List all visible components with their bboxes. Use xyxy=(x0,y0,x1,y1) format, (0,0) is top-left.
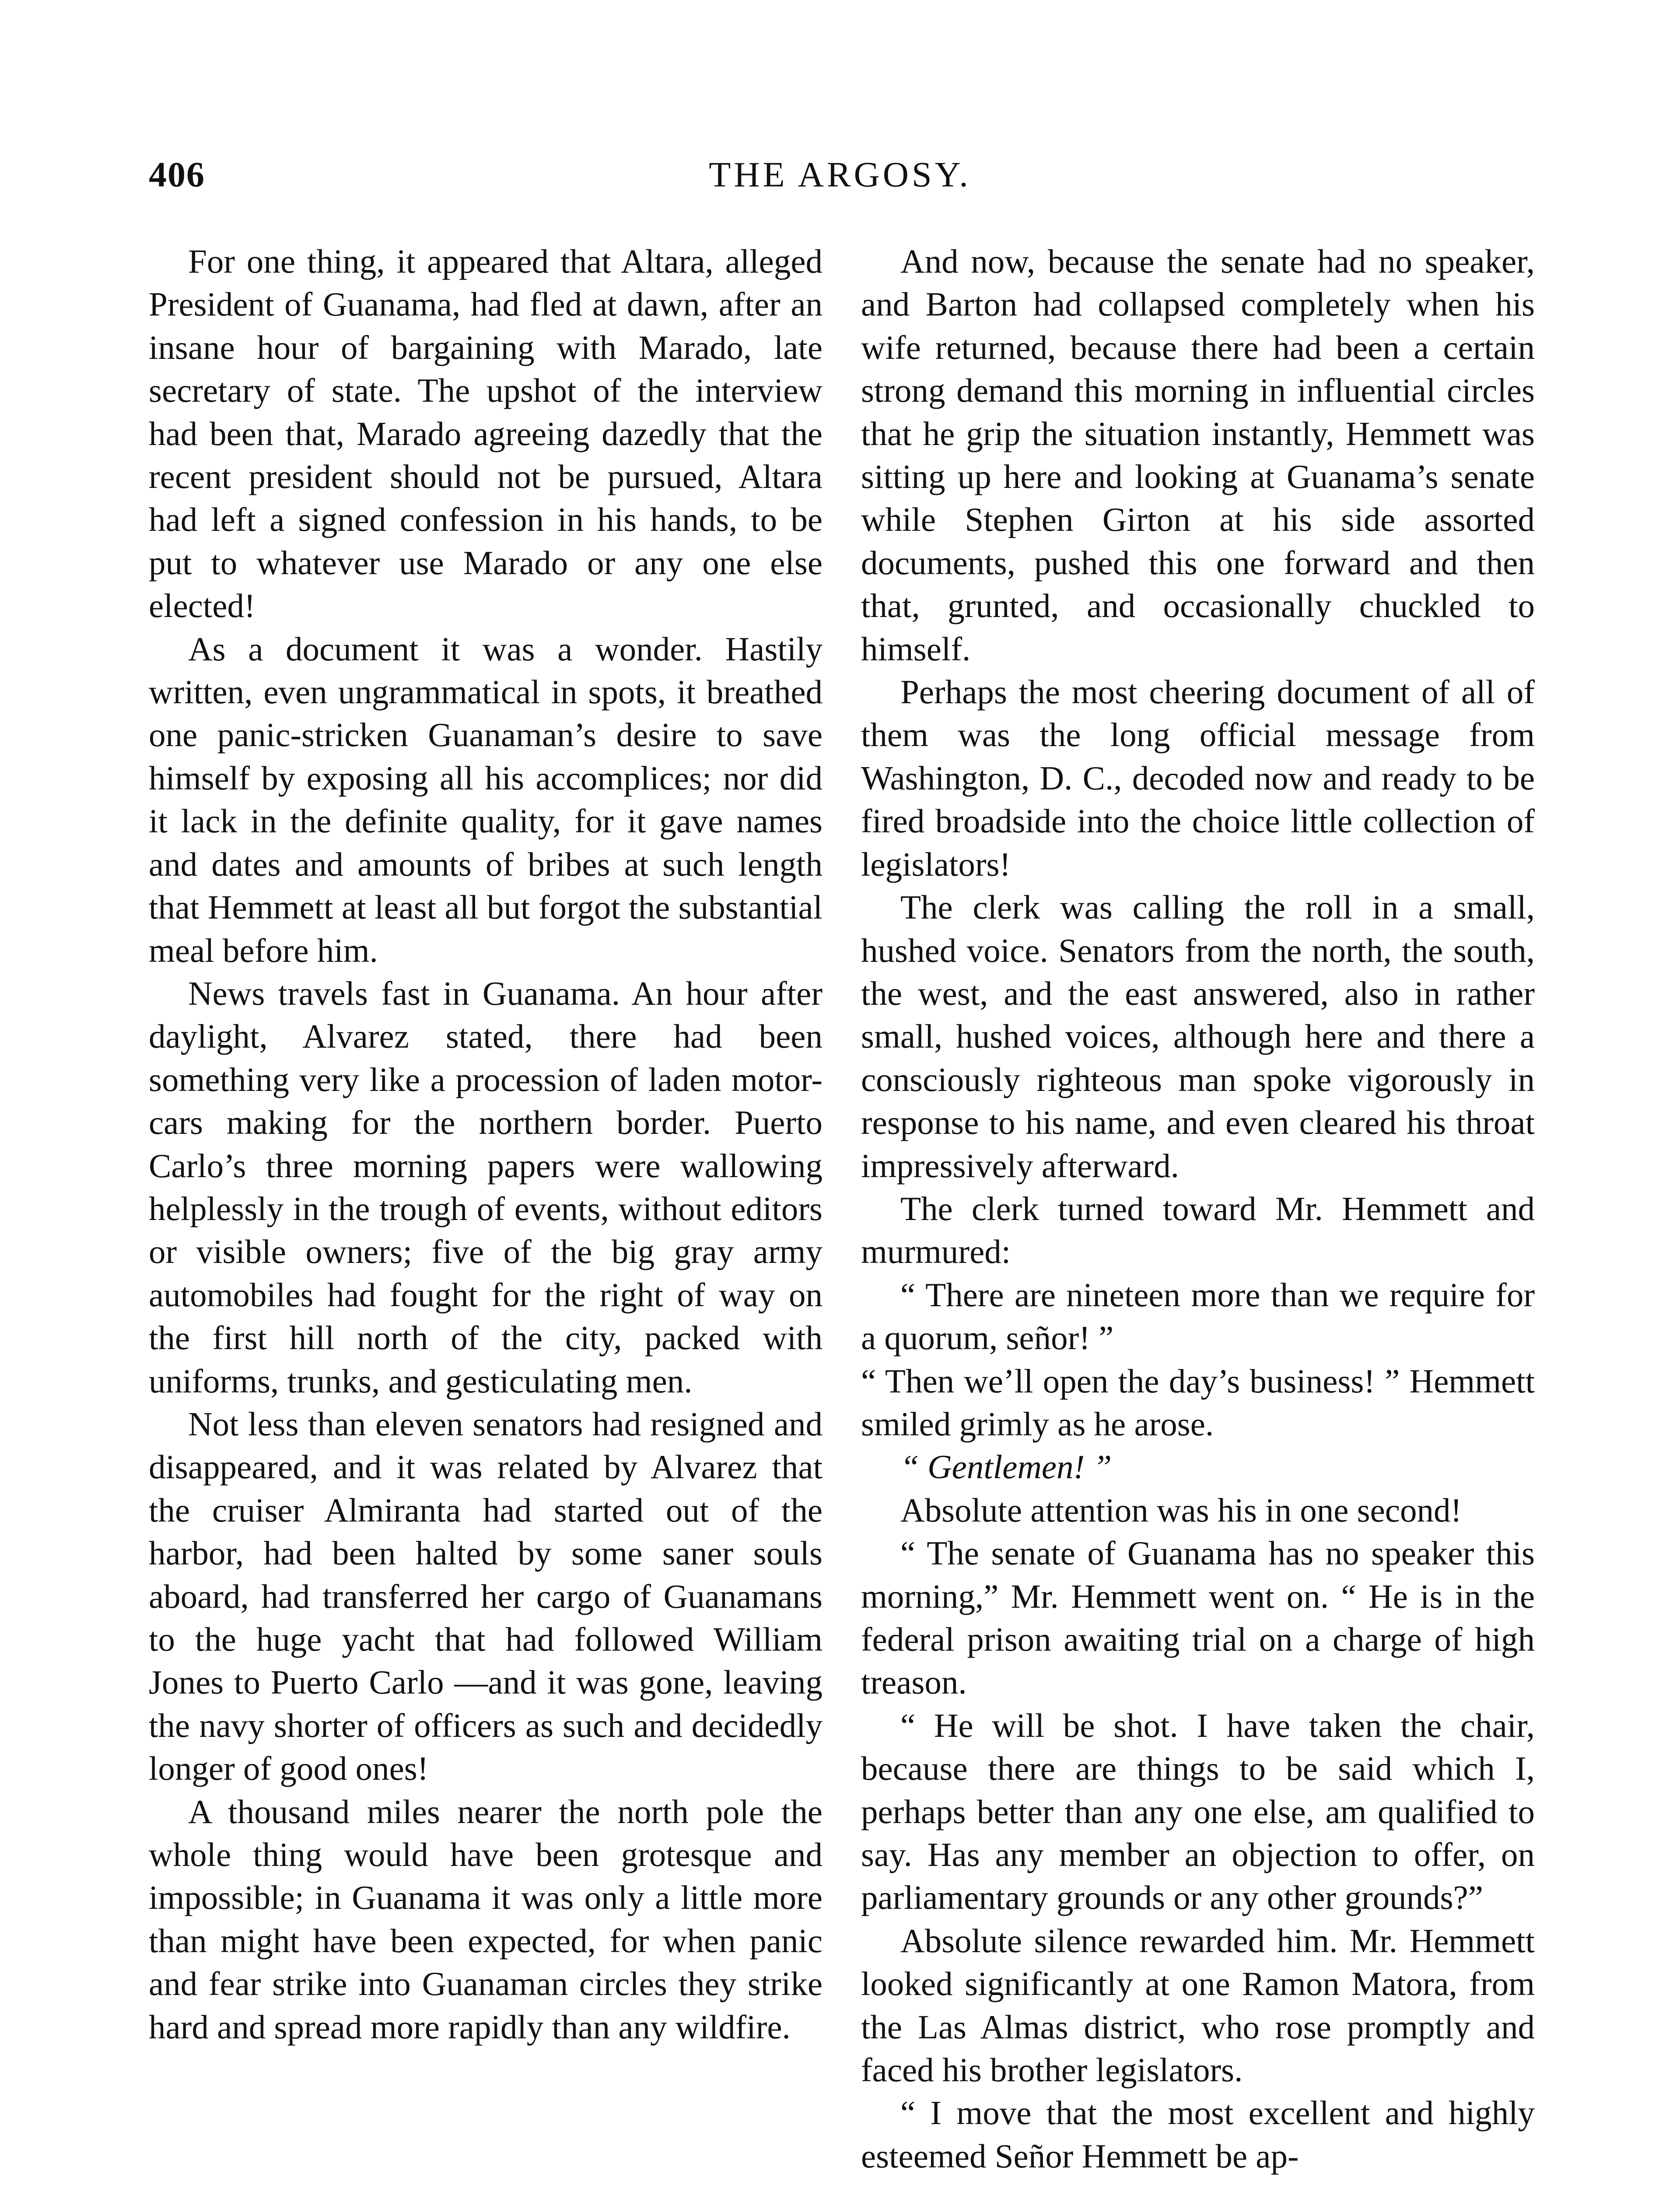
paragraph: “ The senate of Guanama has no speaker this morning,” Mr. Hemmett went on. “ He is in the federal prison awaiting trial on a charge of high treason. xyxy=(861,1534,1535,1701)
paragraph: “ There are nineteen more than we require for a quorum, señor! ” xyxy=(861,1276,1535,1357)
left-column xyxy=(149,240,822,2048)
page-number: 406 xyxy=(149,154,205,194)
paragraph-italic: “ Gentlemen! ” xyxy=(900,1448,1112,1486)
paragraph: The clerk turned toward Mr. Hemmett and murmured: xyxy=(861,1189,1535,1271)
paragraph: News travels fast in Guanama. An hour after daylight, Alvarez stated, there had been something very like a procession of laden motor-cars making for the northern border. Puerto Carlo’s three morning papers were wallowing helplessly in the trough of events, without editors or visible owners; five of the big gray army automobiles had fought for the right of way on the first hill north of the city, packed with uniforms, trunks, and gesticulating men. xyxy=(149,974,822,1400)
paragraph: And now, because the senate had no speaker, and Barton had collapsed completely when his wife returned, because there had been a certain strong demand this morning in influential circles that he grip the situation instantly, Hemmett was sitting up here and looking at Guanama’s senate while Stephen Girton at his side assorted documents, pushed this one forward and then that, grunted, and occasionally chuckled to himself. xyxy=(861,242,1535,668)
paragraph: Absolute silence rewarded him. Mr. Hemmett looked significantly at one Ramon Matora, from the Las Almas district, who rose promptly and faced his brother legislators. xyxy=(861,1922,1535,2089)
paragraph: “ Then we’ll open the day’s business! ” Hemmett smiled grimly as he arose. xyxy=(861,1362,1535,1443)
paragraph: “ I move that the most excellent and highly esteemed Señor Hemmett be ap- xyxy=(861,2094,1535,2175)
running-head xyxy=(149,154,1531,202)
paragraph: Absolute attention was his in one second! xyxy=(900,1491,1462,1529)
paragraph: “ He will be shot. I have taken the chair, because there are things to be said which I, perhaps better than any one else, am qualified to say. Has any member an objection to offer, on parliamentary grounds or any other grounds?” xyxy=(861,1706,1535,1917)
paragraph: The clerk was calling the roll in a small, hushed voice. Senators from the north, the south, the west, and the east answered, also in rather small, hushed voices, although here and there a consciously righteous man spoke vigorously in response to his name, and even cleared his throat impressively afterward. xyxy=(861,888,1535,1185)
paragraph: Not less than eleven senators had resigned and disappeared, and it was related by Alvarez that the cruiser Almiranta had started out of the harbor, had been halted by some saner souls aboard, had transferred her cargo of Guanamans to the huge yacht that had followed William Jones to Puerto Carlo —and it was gone, leaving the navy shorter of officers as such and decidedly longer of good ones! xyxy=(149,1405,822,1788)
right-column xyxy=(861,240,1535,2177)
paragraph: A thousand miles nearer the north pole the whole thing would have been grotesque and impossible; in Guanama it was only a little more than might have been expected, for when panic and fear strike into Guanaman circles they strike hard and spread more rapidly than any wildfire. xyxy=(149,1792,822,2046)
journal-title: THE ARGOSY. xyxy=(709,154,971,194)
paragraph: For one thing, it appeared that Altara, alleged President of Guanama, had fled at dawn, after an insane hour of bargaining with Marado, late secretary of state. The upshot of the interview had been that, Marado agreeing dazedly that the recent president should not be pursued, Altara had left a signed confession in his hands, to be put to whatever use Marado or any one else elected! xyxy=(149,242,822,625)
paragraph: Perhaps the most cheering document of all of them was the long official message from Washington, D. C., decoded now and ready to be fired broadside into the choice little collection of legislators! xyxy=(861,673,1535,883)
paragraph: As a document it was a wonder. Hastily written, even ungrammatical in spots, it breathed one panic-stricken Guanaman’s desire to save himself by exposing all his accomplices; nor did it lack in the definite quality, for it gave names and dates and amounts of bribes at such length that Hemmett at least all but forgot the substantial meal before him. xyxy=(149,630,822,969)
